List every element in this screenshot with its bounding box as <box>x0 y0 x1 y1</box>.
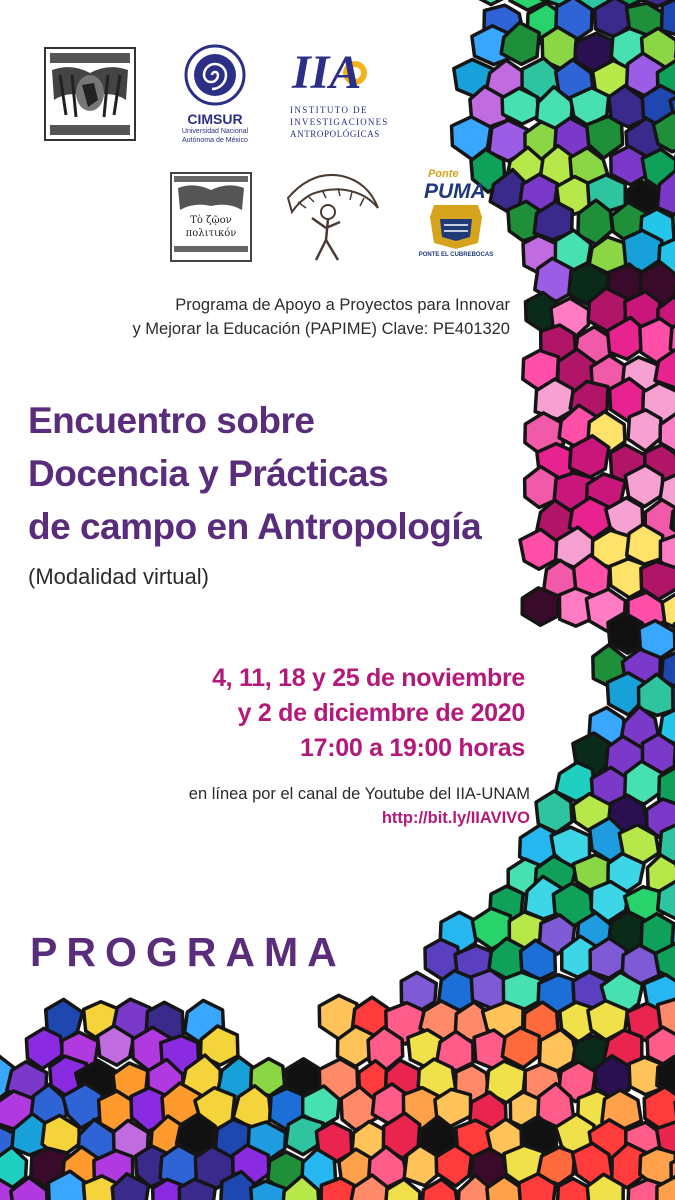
broadcast-link[interactable]: http://bit.ly/IIAVIVO <box>381 809 530 827</box>
funding-line-1: Programa de Apoyo a Proyectos para Innovar <box>175 296 510 314</box>
broadcast-text: en línea por el canal de Youtube del IIA-UNAM <box>188 785 530 803</box>
cimsur-spiral-icon <box>180 44 250 106</box>
iia-logo <box>290 44 389 148</box>
eagle-crest-icon <box>172 174 250 214</box>
cimsur-logo <box>180 44 250 144</box>
cimsur-line2: Autónoma de México <box>182 137 248 144</box>
funding-program-text <box>20 293 510 341</box>
programa-heading: PROGRAMA <box>30 929 346 975</box>
puma-mask-icon <box>408 203 504 251</box>
event-schedule <box>120 661 525 766</box>
cimsur-line1: Universidad Nacional <box>181 128 249 135</box>
ponte-puma-logo <box>408 168 504 264</box>
funding-line-2: y Mejorar la Educación (PAPIME) Clave: PE401320 <box>132 320 510 338</box>
event-title <box>28 394 481 553</box>
iia-line3: ANTROPOLÓGICAS <box>290 129 380 139</box>
fcpys-greek-line2: πολιτικόν <box>185 228 237 239</box>
ponte-puma-line1: Ponte <box>428 168 459 180</box>
ponte-puma-line2: PUMA <box>424 180 486 203</box>
event-dates-line-1: 4, 11, 18 y 25 de noviembre <box>212 664 525 692</box>
ponte-puma-line3: PONTE EL CUBREBOCAS <box>418 252 494 258</box>
event-title-line-2: Docencia y Prácticas <box>28 453 389 494</box>
fcpys-crest-logo <box>170 172 252 262</box>
fcpys-greek-line1: Τὸ ζῷον <box>190 215 232 226</box>
event-title-line-3: de campo en Antropología <box>28 506 482 547</box>
iia-line2: INVESTIGACIONES <box>290 117 389 127</box>
mosaic-tile <box>628 410 661 451</box>
iia-line1: INSTITUTO DE <box>290 105 368 115</box>
event-hours: 17:00 a 19:00 horas <box>299 734 525 762</box>
iia-mark: IIA <box>292 46 362 99</box>
cimsur-name: CIMSUR <box>187 111 243 127</box>
event-title-line-1: Encuentro sobre <box>28 400 315 441</box>
mosaic-tile <box>662 0 675 35</box>
mosaic-tile <box>522 588 559 625</box>
anthropology-figure-icon <box>282 168 384 266</box>
event-modality: (Modalidad virtual) <box>28 564 209 589</box>
event-dates-line-2: y 2 de diciembre de 2020 <box>237 699 525 727</box>
unam-crest-logo <box>42 45 138 143</box>
fcpys-banner <box>174 246 248 252</box>
